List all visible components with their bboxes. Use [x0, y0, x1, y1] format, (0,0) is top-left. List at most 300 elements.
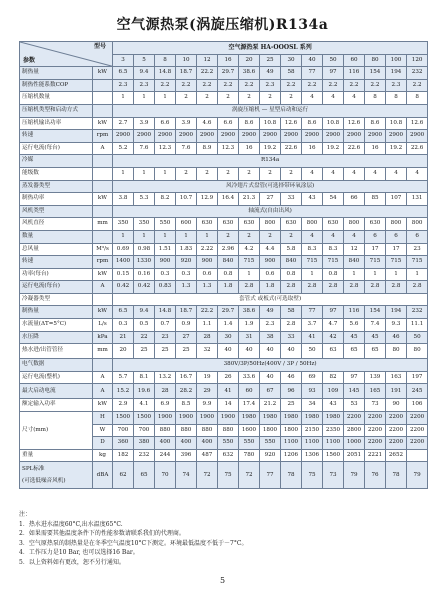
table-cell: 106: [407, 399, 428, 412]
row-unit: A: [93, 281, 113, 294]
model-number: 100: [386, 54, 407, 67]
table-cell: 182: [113, 449, 134, 462]
row-unit: A: [93, 142, 113, 155]
table-cell: 232: [134, 449, 155, 462]
row-label: 热水进/出管管径: [20, 344, 93, 359]
table-cell: 14.8: [155, 67, 176, 80]
table-cell: 97: [344, 371, 365, 384]
table-cell: 7.4: [365, 319, 386, 332]
table-cell: 630: [197, 218, 218, 231]
row-label: 电气数据: [20, 359, 93, 372]
table-cell: 12.3: [155, 142, 176, 155]
table-cell: 900: [197, 256, 218, 269]
table-cell: 630: [218, 218, 239, 231]
table-cell: 9.9: [197, 399, 218, 412]
table-cell: 10.8: [386, 117, 407, 130]
table-cell: 900: [155, 256, 176, 269]
table-row: [20, 130, 428, 143]
table-cell: 69: [302, 371, 323, 384]
table-cell: 25: [134, 344, 155, 359]
table-cell: 74: [176, 462, 197, 489]
table-cell: 2: [260, 167, 281, 180]
table-cell: 840: [344, 256, 365, 269]
table-cell: 1: [197, 230, 218, 243]
table-cell: 1500: [134, 412, 155, 425]
row-unit: [93, 359, 113, 372]
row-label: 能级数: [20, 167, 93, 180]
dimension-sub: D: [93, 437, 113, 450]
table-cell: 19.6: [134, 384, 155, 399]
table-cell: 2: [239, 167, 260, 180]
table-cell: 1980: [323, 412, 344, 425]
table-cell: 232: [407, 67, 428, 80]
row-span-value: 风冷翅片式盘管(可选择带环氧涂层): [113, 180, 428, 193]
table-cell: 42: [323, 331, 344, 344]
table-cell: 2.2: [218, 79, 239, 92]
table-cell: 630: [239, 218, 260, 231]
table-cell: 2.2: [197, 79, 218, 92]
table-cell: 10.7: [176, 193, 197, 206]
table-cell: 2221: [365, 449, 386, 462]
table-cell: 22.6: [344, 142, 365, 155]
table-cell: 75: [302, 462, 323, 489]
model-number: 40: [302, 54, 323, 67]
table-cell: 14.8: [155, 306, 176, 319]
table-cell: 630: [281, 218, 302, 231]
table-cell: 8.6: [239, 117, 260, 130]
table-cell: 16: [239, 142, 260, 155]
table-cell: 2: [176, 92, 197, 105]
row-label: 风机类型: [20, 205, 93, 218]
table-cell: 2: [281, 167, 302, 180]
table-cell: 0.8: [323, 268, 344, 281]
table-cell: 40: [218, 344, 239, 359]
table-cell: 1: [113, 230, 134, 243]
table-cell: 41: [218, 384, 239, 399]
table-cell: 880: [155, 424, 176, 437]
table-cell: 3.9: [134, 117, 155, 130]
table-cell: 97: [323, 67, 344, 80]
table-cell: 1900: [155, 412, 176, 425]
table-cell: 1980: [239, 412, 260, 425]
table-cell: 25: [155, 344, 176, 359]
table-cell: 23: [407, 243, 428, 256]
table-cell: 25: [281, 399, 302, 412]
table-cell: 2900: [260, 130, 281, 143]
table-row: [20, 281, 428, 294]
dimension-row: [20, 412, 428, 425]
row-label: 制热量: [20, 67, 93, 80]
table-cell: 22.2: [197, 306, 218, 319]
row-label: 压缩机类型和启动方式: [20, 104, 93, 117]
table-cell: 11.1: [407, 319, 428, 332]
table-cell: 6.5: [113, 306, 134, 319]
row-label: 功率(每台): [20, 268, 93, 281]
table-cell: 2.8: [302, 281, 323, 294]
row-label: [20, 462, 93, 489]
table-cell: 2: [218, 92, 239, 105]
table-cell: 82: [323, 371, 344, 384]
table-cell: 2.22: [197, 243, 218, 256]
table-cell: 1100: [302, 437, 323, 450]
note-item: 1．热水进水温度60°C,出水温度65°C.: [19, 520, 123, 528]
table-row: [20, 117, 428, 130]
table-cell: 60: [239, 384, 260, 399]
table-cell: 93: [302, 384, 323, 399]
table-cell: 9.3: [386, 319, 407, 332]
table-cell: 75: [218, 462, 239, 489]
table-cell: 550: [260, 437, 281, 450]
table-cell: 9.4: [134, 306, 155, 319]
table-cell: 1500: [113, 412, 134, 425]
table-cell: 2200: [365, 437, 386, 450]
table-row: [20, 256, 428, 269]
table-cell: 0.15: [113, 268, 134, 281]
row-unit: kW: [93, 67, 113, 80]
dimension-sub: H: [93, 412, 113, 425]
table-cell: 2200: [386, 424, 407, 437]
table-cell: 700: [134, 424, 155, 437]
table-cell: 2200: [386, 437, 407, 450]
table-cell: 1.1: [197, 319, 218, 332]
table-cell: 18.7: [176, 67, 197, 80]
table-cell: 12: [344, 243, 365, 256]
model-number: 80: [365, 54, 386, 67]
table-cell: 2.8: [239, 281, 260, 294]
row-unit: rpm: [93, 130, 113, 143]
table-cell: 0.98: [134, 243, 155, 256]
model-label: 型号: [93, 43, 106, 50]
table-cell: 8.3: [302, 243, 323, 256]
row-span-value: 套管式 或板式(可选取壁): [113, 293, 428, 306]
table-cell: 43: [302, 193, 323, 206]
model-number: 30: [281, 54, 302, 67]
table-cell: 2.3: [134, 79, 155, 92]
table-cell: 15.2: [113, 384, 134, 399]
table-cell: 2900: [197, 130, 218, 143]
table-cell: 4.4: [260, 243, 281, 256]
table-cell: 12.9: [197, 193, 218, 206]
row-unit: A: [93, 384, 113, 399]
table-cell: 1.4: [218, 319, 239, 332]
table-row: [20, 104, 428, 117]
table-row: [20, 384, 428, 399]
model-number: 60: [344, 54, 365, 67]
table-cell: 380: [134, 437, 155, 450]
table-cell: 1100: [281, 437, 302, 450]
table-cell: 66: [344, 193, 365, 206]
table-cell: 5.8: [281, 243, 302, 256]
row-label: 制热量: [20, 306, 93, 319]
table-cell: 27: [260, 193, 281, 206]
table-cell: 1: [113, 167, 134, 180]
table-cell: 2350: [323, 424, 344, 437]
table-cell: 77: [302, 67, 323, 80]
table-cell: 2.2: [365, 79, 386, 92]
table-cell: 1: [155, 92, 176, 105]
table-cell: 7.6: [176, 142, 197, 155]
table-cell: 191: [386, 384, 407, 399]
table-cell: 1: [134, 92, 155, 105]
table-cell: 1306: [302, 449, 323, 462]
table-cell: 2.2: [176, 79, 197, 92]
table-cell: 1800: [260, 424, 281, 437]
table-cell: 49: [260, 67, 281, 80]
row-unit: kW: [93, 268, 113, 281]
table-cell: 6: [407, 230, 428, 243]
table-cell: 2900: [323, 130, 344, 143]
table-cell: 6.6: [155, 117, 176, 130]
table-cell: 880: [197, 424, 218, 437]
table-cell: 2900: [218, 130, 239, 143]
row-unit: [93, 293, 113, 306]
table-cell: 780: [239, 449, 260, 462]
table-cell: 350: [113, 218, 134, 231]
table-cell: 2.2: [155, 79, 176, 92]
table-cell: 40: [260, 344, 281, 359]
table-cell: 163: [386, 371, 407, 384]
table-cell: 2900: [365, 130, 386, 143]
param-label: 参数: [23, 57, 36, 65]
table-cell: 4: [365, 167, 386, 180]
model-number: 12: [197, 54, 218, 67]
table-row: [20, 371, 428, 384]
table-cell: 1: [113, 92, 134, 105]
model-number: 50: [323, 54, 344, 67]
table-row: [20, 180, 428, 193]
model-number: 16: [218, 54, 239, 67]
table-cell: 4: [323, 230, 344, 243]
table-cell: 2: [218, 167, 239, 180]
table-cell: 4: [386, 167, 407, 180]
table-row: [20, 293, 428, 306]
table-cell: 77: [302, 306, 323, 319]
table-cell: 25: [176, 344, 197, 359]
row-unit: [93, 79, 113, 92]
row-label: 压缩机输出功率: [20, 117, 93, 130]
table-cell: 45: [365, 331, 386, 344]
table-cell: 22.2: [197, 67, 218, 80]
table-cell: 4.6: [197, 117, 218, 130]
table-cell: 58: [281, 67, 302, 80]
table-cell: 800: [260, 218, 281, 231]
table-cell: 2: [260, 92, 281, 105]
table-cell: 9.4: [134, 67, 155, 80]
table-cell: 2900: [386, 130, 407, 143]
table-cell: 2200: [386, 412, 407, 425]
table-cell: 4: [344, 167, 365, 180]
header-row: [20, 42, 428, 55]
table-cell: 4: [323, 167, 344, 180]
table-cell: 38: [260, 331, 281, 344]
table-cell: 0.16: [134, 268, 155, 281]
table-cell: 17: [386, 243, 407, 256]
table-cell: 1900: [197, 412, 218, 425]
table-cell: 3.8: [113, 193, 134, 206]
table-cell: 550: [155, 218, 176, 231]
table-cell: 4: [302, 230, 323, 243]
row-label: 水流量(ΔT=5°C): [20, 319, 93, 332]
table-row: [20, 344, 428, 359]
table-row: [20, 218, 428, 231]
table-cell: 1.9: [239, 319, 260, 332]
table-cell: 2: [197, 167, 218, 180]
table-cell: 232: [407, 306, 428, 319]
model-number: 10: [176, 54, 197, 67]
table-cell: 70: [155, 462, 176, 489]
table-cell: 1: [155, 167, 176, 180]
table-cell: 65: [134, 462, 155, 489]
table-cell: 38.6: [239, 306, 260, 319]
row-label: 数量: [20, 230, 93, 243]
table-cell: 6.5: [113, 67, 134, 80]
table-cell: 12.6: [281, 117, 302, 130]
row-label: 制热性能系数COP: [20, 79, 93, 92]
table-cell: 920: [260, 449, 281, 462]
row-label: 运行电流(每台): [20, 142, 93, 155]
table-cell: 165: [365, 384, 386, 399]
table-cell: 49: [260, 306, 281, 319]
row-label: 额定输入功率: [20, 399, 93, 412]
table-cell: 22: [134, 331, 155, 344]
table-cell: 1400: [113, 256, 134, 269]
table-cell: 79: [407, 462, 428, 489]
table-cell: 22.6: [281, 142, 302, 155]
table-cell: 920: [176, 256, 197, 269]
table-cell: 8.3: [323, 243, 344, 256]
table-cell: 40: [239, 344, 260, 359]
row-unit: [93, 104, 113, 117]
table-cell: 600: [176, 218, 197, 231]
table-cell: 880: [218, 424, 239, 437]
table-cell: 96: [281, 384, 302, 399]
table-cell: 79: [344, 462, 365, 489]
table-cell: 21.3: [239, 193, 260, 206]
table-cell: 840: [281, 256, 302, 269]
table-cell: 3.9: [176, 117, 197, 130]
table-cell: 2: [260, 230, 281, 243]
table-cell: 6.6: [218, 117, 239, 130]
table-cell: 2.8: [323, 281, 344, 294]
table-cell: 1330: [134, 256, 155, 269]
table-cell: 0.8: [218, 268, 239, 281]
row-span-value: 轴流式(自由出风): [113, 205, 428, 218]
table-cell: 5.3: [134, 193, 155, 206]
table-cell: 80: [407, 344, 428, 359]
table-cell: 2200: [407, 437, 428, 450]
table-cell: 2.3: [113, 79, 134, 92]
table-cell: 1800: [281, 424, 302, 437]
table-cell: 43: [323, 399, 344, 412]
table-cell: 12.3: [218, 142, 239, 155]
table-cell: 4: [323, 92, 344, 105]
table-cell: 78: [281, 462, 302, 489]
table-cell: 10.8: [323, 117, 344, 130]
table-cell: 65: [344, 344, 365, 359]
row-unit: rpm: [93, 256, 113, 269]
table-cell: 197: [407, 371, 428, 384]
table-cell: 350: [134, 218, 155, 231]
table-cell: 400: [155, 437, 176, 450]
table-cell: 1.3: [176, 281, 197, 294]
page-number: 5: [219, 576, 226, 585]
table-cell: 2.2: [239, 79, 260, 92]
table-cell: 97: [323, 306, 344, 319]
table-cell: 16.7: [176, 371, 197, 384]
table-cell: 1: [134, 167, 155, 180]
table-cell: 19.2: [323, 142, 344, 155]
row-label: 重量: [20, 449, 93, 462]
table-cell: 1000: [344, 437, 365, 450]
table-cell: 31: [239, 331, 260, 344]
table-cell: 73: [365, 399, 386, 412]
spec-table: [19, 41, 428, 489]
table-cell: 630: [365, 218, 386, 231]
table-row: [20, 306, 428, 319]
table-row: [20, 205, 428, 218]
table-cell: 0.5: [134, 319, 155, 332]
table-cell: 2.8: [281, 319, 302, 332]
table-cell: 131: [407, 193, 428, 206]
table-cell: 2200: [344, 412, 365, 425]
row-unit: L/s: [93, 319, 113, 332]
row-unit: [93, 205, 113, 218]
table-cell: 2200: [407, 412, 428, 425]
table-cell: 4: [302, 167, 323, 180]
table-cell: 139: [365, 371, 386, 384]
table-cell: 2900: [239, 130, 260, 143]
table-cell: 2900: [134, 130, 155, 143]
table-cell: 360: [113, 437, 134, 450]
row-unit: [93, 180, 113, 193]
row-span-value: 涡旋压缩机 — 星型启动和运行: [113, 104, 428, 117]
table-cell: 2200: [407, 424, 428, 437]
table-cell: 154: [365, 67, 386, 80]
note-item: 5．以上资料如有更改，恕不另行通知。: [19, 558, 125, 566]
table-cell: 4: [344, 92, 365, 105]
table-cell: 1.8: [218, 281, 239, 294]
table-cell: 85: [365, 193, 386, 206]
table-cell: 21.2: [260, 399, 281, 412]
header-corner: [20, 42, 113, 67]
row-label: 冷凝器类型: [20, 293, 93, 306]
table-cell: 16.4: [218, 193, 239, 206]
table-cell: 2652: [386, 449, 407, 462]
table-cell: 245: [407, 384, 428, 399]
table-cell: 50: [407, 331, 428, 344]
spl-row: [20, 462, 428, 489]
table-cell: 17.4: [239, 399, 260, 412]
table-cell: 45: [344, 331, 365, 344]
table-cell: 2800: [344, 424, 365, 437]
table-cell: 0.3: [176, 268, 197, 281]
table-cell: 2.3: [260, 79, 281, 92]
table-cell: 22.6: [407, 142, 428, 155]
table-cell: 1900: [218, 412, 239, 425]
table-cell: 17: [365, 243, 386, 256]
table-cell: 800: [344, 218, 365, 231]
table-cell: 19.2: [260, 142, 281, 155]
table-cell: 12.6: [344, 117, 365, 130]
table-row: [20, 67, 428, 80]
series-title: 空气源热泵 HA-OOOSL 系列: [113, 42, 428, 55]
table-cell: 116: [344, 67, 365, 80]
table-cell: 107: [386, 193, 407, 206]
table-cell: 0.7: [155, 319, 176, 332]
table-cell: 8.6: [365, 117, 386, 130]
row-unit: dBA: [93, 462, 113, 489]
table-cell: 840: [218, 256, 239, 269]
